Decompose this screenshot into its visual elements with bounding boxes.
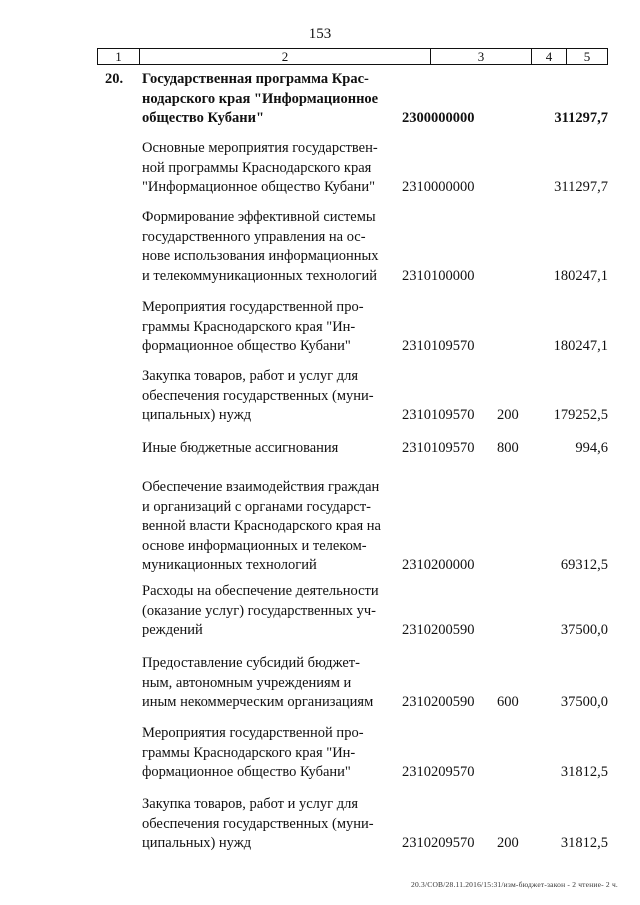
row-name — [142, 70, 390, 129]
row-name-line: нове использования информационных — [142, 248, 379, 264]
row-name-line: Закупка товаров, работ и услуг для — [142, 368, 359, 384]
column-header-1: 1 — [98, 49, 140, 64]
table-row — [97, 139, 608, 198]
row-name-line: Мероприятия государственной про- — [142, 299, 364, 315]
row-name-line: обеспечения государственных (муни- — [142, 815, 374, 832]
row-name-line: реждений — [142, 622, 203, 638]
row-code: 2310209570 — [402, 835, 475, 851]
table-row — [97, 478, 608, 576]
row-name — [142, 298, 390, 357]
row-name-line: (оказание услуг) государственных уч- — [142, 602, 376, 619]
row-name-line: основе информационных и телеком- — [142, 537, 367, 554]
row-name-line: обеспечения государственных (муни- — [142, 387, 374, 404]
table-header — [97, 48, 608, 65]
row-amount: 180247,1 — [553, 267, 608, 284]
row-name-line: Расходы на обеспечение деятельности — [142, 583, 379, 599]
row-code: 2310100000 — [402, 267, 475, 284]
table-row — [97, 582, 608, 641]
row-name-line: общество Кубани" — [142, 110, 264, 126]
row-name-line: Закупка товаров, работ и услуг для — [142, 796, 359, 812]
table-row — [97, 439, 608, 459]
row-code: 2310109570 — [402, 407, 475, 423]
row-name-line: Иные бюджетные ассигнования — [142, 440, 339, 456]
row-name-line: Обеспечение взаимодействия граждан — [142, 479, 380, 495]
row-expense-type: 200 — [497, 835, 519, 851]
row-code: 2310200590 — [402, 694, 475, 710]
row-name — [142, 582, 390, 641]
table-row — [97, 298, 608, 357]
row-name-line: Мероприятия государственной про- — [142, 725, 364, 741]
row-name-line: формационное общество Кубани" — [142, 764, 351, 780]
row-name-line: государственного управления на ос- — [142, 228, 366, 245]
row-amount: 31812,5 — [560, 835, 608, 851]
row-name-line: ным, автономным учреждениям и — [142, 674, 352, 691]
row-name — [142, 439, 390, 459]
table-row — [97, 724, 608, 783]
row-name-line: и телекоммуникационных технологий — [142, 267, 378, 284]
row-code: 2310200000 — [402, 557, 475, 573]
row-name-line: Предоставление субсидий бюджет- — [142, 655, 360, 671]
row-code: 2310109570 — [402, 440, 475, 456]
row-name-line: ной программы Краснодарского края — [142, 159, 372, 176]
row-name — [142, 724, 390, 783]
row-code: 2310109570 — [402, 338, 475, 354]
table-row — [97, 367, 608, 426]
row-name-line: нодарского края "Информационное — [142, 90, 379, 107]
row-name-line: ципальных) нужд — [142, 407, 252, 423]
row-amount: 69312,5 — [560, 557, 608, 573]
row-code: 2300000000 — [402, 110, 475, 126]
row-expense-type: 200 — [497, 407, 519, 423]
row-code: 2310000000 — [402, 179, 475, 195]
row-name-line: граммы Краснодарского края "Ин- — [142, 318, 356, 335]
row-code: 2310200590 — [402, 622, 475, 638]
row-name-line: формационное общество Кубани" — [142, 338, 351, 354]
column-header-2: 2 — [140, 49, 431, 64]
page-number: 153 — [308, 26, 332, 42]
row-name-line: граммы Краснодарского края "Ин- — [142, 744, 356, 761]
table-row — [97, 70, 608, 129]
row-amount: 311297,7 — [554, 110, 608, 126]
row-name-line: иным некоммерческим организациям — [142, 694, 374, 710]
row-amount: 37500,0 — [560, 694, 608, 710]
column-header-4: 4 — [532, 49, 567, 64]
row-name-line: Основные мероприятия государствен- — [142, 140, 378, 156]
table-row — [97, 654, 608, 713]
row-name-line: "Информационное общество Кубани" — [142, 179, 375, 195]
column-header-5: 5 — [583, 49, 591, 64]
row-amount: 37500,0 — [560, 622, 608, 638]
row-amount: 179252,5 — [553, 407, 608, 423]
row-name-line: Формирование эффективной системы — [142, 209, 376, 225]
row-expense-type: 600 — [497, 694, 519, 710]
column-header-3: 3 — [431, 49, 532, 64]
row-name-line: Государственная программа Крас- — [142, 71, 369, 87]
row-name — [142, 654, 390, 713]
row-name — [142, 139, 390, 198]
table-row — [97, 795, 608, 854]
row-amount: 311297,7 — [554, 179, 608, 195]
row-name-line: ципальных) нужд — [142, 835, 252, 851]
row-name-line: венной власти Краснодарского края на — [142, 518, 381, 534]
row-name — [142, 795, 390, 854]
row-amount: 31812,5 — [560, 764, 608, 780]
row-expense-type: 800 — [497, 440, 519, 456]
row-name-line: и организаций с органами государст- — [142, 498, 371, 515]
row-name-line: муникационных технологий — [142, 557, 317, 573]
row-code: 2310209570 — [402, 764, 475, 780]
row-name — [142, 478, 390, 576]
row-name — [142, 208, 390, 286]
row-amount: 180247,1 — [553, 338, 608, 354]
table-row — [97, 208, 608, 286]
row-name — [142, 367, 390, 426]
row-amount: 994,6 — [575, 440, 608, 456]
row-number: 20. — [105, 71, 124, 87]
footer-note: 20.3/СОВ/28.11.2016/15:31/изм-бюджет-закон - 2 чтение- 2 ч. — [411, 880, 618, 889]
